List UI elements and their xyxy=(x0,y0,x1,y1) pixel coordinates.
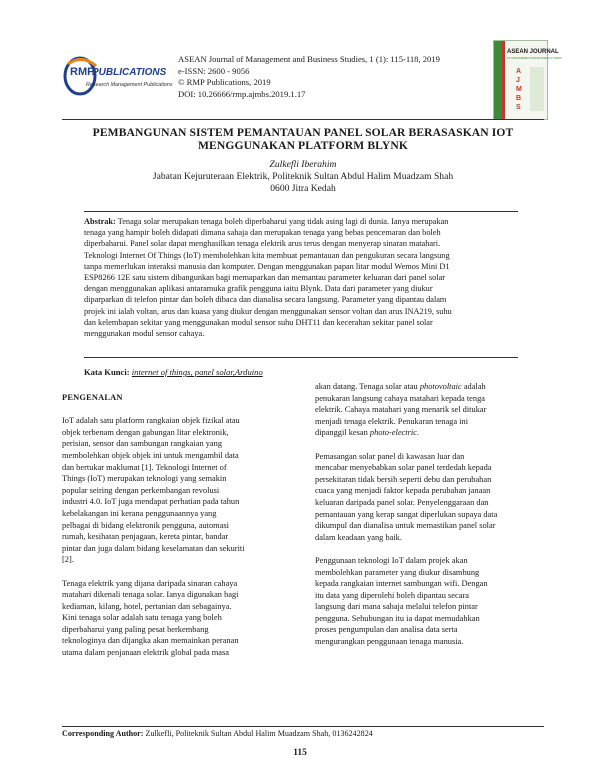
svg-text:ASEAN JOURNAL: ASEAN JOURNAL xyxy=(507,49,559,55)
svg-text:S: S xyxy=(516,104,521,111)
page-number: 115 xyxy=(293,748,307,758)
svg-text:M: M xyxy=(516,86,522,93)
text-line: penukaran langsung cahaya matahari kepada tenga xyxy=(315,393,485,403)
text-run: dipanggil kesan xyxy=(315,428,368,438)
svg-text:B: B xyxy=(516,95,522,102)
text-line: pemantauan yang kerap sangat diperlukan supaya data xyxy=(315,509,498,519)
corresponding-author xyxy=(62,728,544,739)
title-line: MENGGUNAKAN PLATFORM BLYNK xyxy=(197,139,408,153)
text-line: dikumpul dan dianalisa untuk memastikan panel solar xyxy=(315,521,496,531)
rmp-publications-logo xyxy=(62,50,176,104)
text-line: perisian, sensor dan sambungan rangkaian yang xyxy=(62,439,223,449)
svg-text:Research Management Publicatio: Research Management Publications xyxy=(86,82,173,88)
text-line xyxy=(315,427,544,439)
section-heading: PENGENALAN xyxy=(62,393,123,402)
keywords-label: Kata Kunci: xyxy=(84,367,130,377)
paragraph xyxy=(315,451,544,544)
text-line: langsung dari mana sahaja melalui telefon pintar xyxy=(315,602,478,612)
svg-text:RMP: RMP xyxy=(70,66,95,78)
abstract-line: ESP8266 12E satu sistem dibangunkan bagi memaparkan dan memantau parameter keluaran dari panel solar xyxy=(84,273,446,283)
text-line: Pemasangan solar panel di kawasan luar dan xyxy=(315,451,465,461)
svg-text:A: A xyxy=(516,68,522,75)
text-run: . xyxy=(416,428,419,438)
header-divider xyxy=(62,119,544,120)
text-run: adalah xyxy=(463,382,486,391)
abstract-line: tanpa memerlukan interaksi manusia dan komputer. Dengan menggunakan papan litar modul Wemos Mini D1 xyxy=(84,261,450,271)
text-line: membolehkan parameter yang diukur disambung xyxy=(315,567,480,577)
journal-info xyxy=(178,54,478,100)
text-line: membolehkan objek objek ini untuk mengambil data xyxy=(62,450,239,460)
abstract-label: Abstrak: xyxy=(84,217,116,226)
text-run: akan datang. Tenaga solar atau xyxy=(315,382,418,391)
abstract xyxy=(84,216,518,339)
keywords xyxy=(84,367,518,378)
text-line: rumah, kesihatan penjagaan, kereta pintar, bandar xyxy=(62,532,229,542)
doi: DOI: 10.26666/rmp.ajmbs.2019.1.17 xyxy=(178,88,306,99)
abstract-bottom-divider xyxy=(84,357,518,358)
text-line: persekitaran tidak bersih seperti debu dan perubahan xyxy=(315,474,492,484)
abstract-line: diparparkan di telefon pintar dan boleh dibaca dan dianalisa secara langsung. Parameter yang dipantau dalam xyxy=(84,295,447,305)
text-line: popular seiring dengan perkembangan revolusi xyxy=(62,485,220,495)
left-column xyxy=(62,381,291,670)
abstract-line: dan kelembapan sekitar yang menggunakan modul sensor suhu DHT11 dan kecerahan sekitar panel solar xyxy=(84,317,433,327)
text-line: itu data yang diperolehi boleh dipantau secara xyxy=(315,590,469,600)
issn: e-ISSN: 2600 - 9056 xyxy=(178,65,250,76)
text-line: objek terbenam dengan gabungan litar elektronik, xyxy=(62,427,229,437)
text-line: pelbagai di bidang elektronik pengguna, automasi xyxy=(62,520,229,530)
text-line: kepada rangkaian internet sambungan wifi. Dengan xyxy=(315,579,488,589)
abstract-line: projek ini ialah voltan, arus dan kuasa yang diukur dengan menggunakan sensor voltan dan arus INA219, suhu xyxy=(84,306,452,316)
footer-divider xyxy=(62,726,544,727)
text-line: pengguna. Sehubungan itu ia dapat memudahkan xyxy=(315,613,480,623)
abstract-line: diperbaharui. Panel solar dapat menghasilkan tenaga elektrik arus terus dengan menyerap sinaran matahari. xyxy=(84,239,441,249)
text-line: pintar dan juga dalam bidang keselamatan dan sekuriti xyxy=(62,543,245,553)
paragraph xyxy=(315,381,544,439)
term-photo-electric: photo-electric xyxy=(369,428,417,438)
author-name: Zulkefli Iberahim xyxy=(269,159,337,170)
text-line: menjadi tenaga elektrik. Penukaran tenaga ini xyxy=(315,416,469,426)
text-line: Kini tenaga solar adalah satu tenaga yang boleh xyxy=(62,613,222,623)
author-address: 0600 Jitra Kedah xyxy=(270,183,336,194)
abstract-top-divider xyxy=(84,211,518,212)
paragraph xyxy=(62,578,291,659)
term-photovoltaic: photovoltaic xyxy=(419,382,462,391)
text-line: elektrik. Cahaya matahari yang menarik sel ditukar xyxy=(315,405,487,415)
corresponding-author-label: Corresponding Author: xyxy=(62,729,144,738)
journal-cover-thumbnail xyxy=(493,40,562,120)
corresponding-author-value: Zulkefli, Politeknik Sultan Abdul Halim Muadzam Shah, 0136242824 xyxy=(145,729,373,738)
abstract-line xyxy=(84,216,518,227)
text-line: Penggunaan teknologi IoT dalam projek akan xyxy=(315,555,468,565)
author-affiliation: Jabatan Kejuruteraan Elektrik, Politeknik Sultan Abdul Halim Muadzam Shah xyxy=(152,171,454,182)
text-line: matahari dikenali tenaga solar. Ianya digunakan bagi xyxy=(62,590,239,600)
text-line: cuaca yang menjadi faktor kepada perubahan janaan xyxy=(315,486,491,496)
abstract-line: tenaga yang hampir boleh didapati dimana sahaja dan merupakan tenaga yang bebas pencemaran dan boleh xyxy=(84,228,441,238)
abstract-line: dengan menggunakan aplikasi antaramuka grafik pengguna iaitu Blynk. Data dari parameter yang diukur xyxy=(84,284,433,294)
text-line: mengurangkan penggunaan tenaga manusia. xyxy=(315,637,464,647)
abstract-text: Tenaga solar merupakan tenaga boleh diperbaharui yang tidak asing lagi di dunia. Ianya merupakan xyxy=(117,217,449,226)
text-line: dalam keadaan yang baik. xyxy=(315,532,402,542)
svg-text:OF MANAGEMENT AND BUSINESS STU: OF MANAGEMENT AND BUSINESS STUDIES xyxy=(507,57,562,60)
text-line: Things (IoT) merupakan teknologi yang semakin xyxy=(62,474,227,484)
author-block xyxy=(62,159,544,195)
keywords-value: internet of things, panel solar,Arduino xyxy=(131,367,263,377)
text-line: keluaran daripada panel solar. Penyelenggaraan dan xyxy=(315,497,489,507)
text-line: utama dalam penjanaan elektrik global pada masa xyxy=(62,648,229,658)
text-line: industri 4.0. IoT juga mendapat perhatian pada tahun xyxy=(62,497,240,507)
text-line: dan bertukar maklumat [1]. Teknologi Internet of xyxy=(62,462,227,472)
paragraph xyxy=(315,555,544,648)
text-line: kebelakangan ini kerana penggunaannya yang xyxy=(62,508,217,518)
abstract-line: Teknologi Internet Of Things (IoT) membolehkan kita membuat pemantauan dan pengukuran secara langsung xyxy=(84,250,450,260)
paragraph xyxy=(62,415,291,566)
text-line: teknologinya dan dijangka akan memainkan peranan xyxy=(62,636,239,646)
text-line: IoT adalah satu platform rangkaian objek fizikal atau xyxy=(62,416,240,426)
svg-text:PUBLICATIONS: PUBLICATIONS xyxy=(92,67,167,78)
abstract-line: menggunakan modul sensor cahaya. xyxy=(84,329,205,339)
text-line: Tenaga elektrik yang dijana daripada sinaran cahaya xyxy=(62,578,238,588)
text-line: mencabar menyebabkan solar panel terdedah kepada xyxy=(315,463,492,473)
copyright: © RMP Publications, 2019 xyxy=(178,77,271,88)
text-line: diperbaharui yang paling pesat berkembang xyxy=(62,624,209,634)
text-line: [2]. xyxy=(62,555,74,565)
title-line: PEMBANGUNAN SISTEM PEMANTAUAN PANEL SOLAR BERASASKAN IOT xyxy=(92,126,514,139)
journal-citation: ASEAN Journal of Management and Business Studies, 1 (1): 115-118, 2019 xyxy=(178,54,440,64)
text-line: kediaman, kilang, hotel, pertanian dan sebagainya. xyxy=(62,601,232,611)
text-line xyxy=(315,381,544,393)
right-column xyxy=(315,381,544,659)
paper-title xyxy=(62,126,544,152)
svg-text:J: J xyxy=(516,77,520,84)
text-line: proses pengumpulan dan analisa data serta xyxy=(315,625,458,635)
